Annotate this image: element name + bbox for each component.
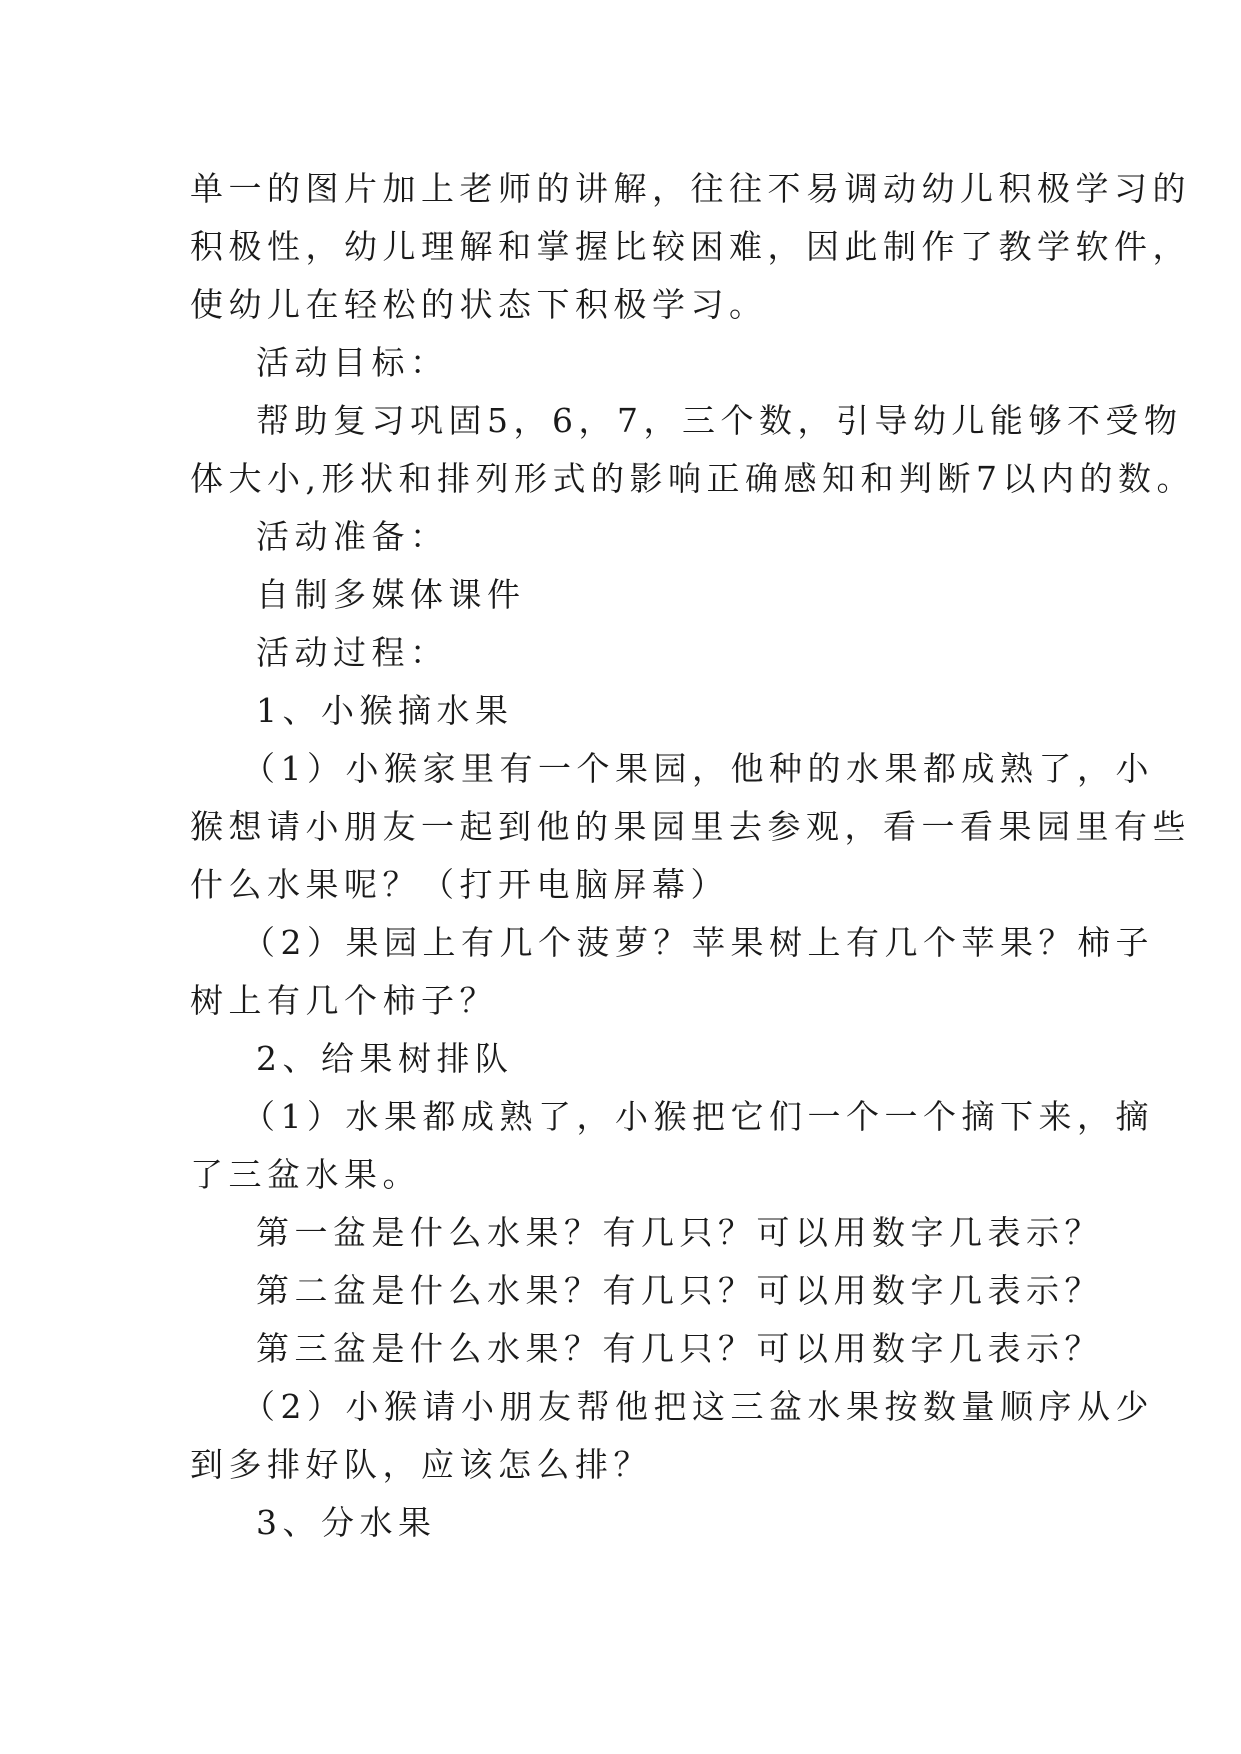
paragraph-line: 了三盆水果。 [190,1155,421,1194]
paragraph-line: 自制多媒体课件 [256,575,526,614]
step-heading-2: 2、给果树排队 [256,1039,514,1078]
paragraph-line: （2）果园上有几个菠萝？苹果树上有几个苹果？柿子 [242,923,1154,962]
section-heading-preparation: 活动准备： [256,517,449,556]
paragraph-line: 第三盆是什么水果？有几只？可以用数字几表示？ [256,1329,1103,1368]
paragraph-line: 到多排好队，应该怎么排？ [190,1445,652,1484]
step-heading-3: 3、分水果 [256,1503,437,1542]
section-heading-goals: 活动目标： [256,343,449,382]
paragraph-line: 第二盆是什么水果？有几只？可以用数字几表示？ [256,1271,1103,1310]
paragraph-line: 什么水果呢？（打开电脑屏幕） [190,865,729,904]
document-body [190,160,1195,1552]
step-heading-1: 1、小猴摘水果 [256,691,514,730]
paragraph-line: 第一盆是什么水果？有几只？可以用数字几表示？ [256,1213,1103,1252]
section-heading-process: 活动过程： [256,633,449,672]
paragraph-line: 体大小,形状和排列形式的影响正确感知和判断7以内的数。 [190,459,1195,498]
paragraph-line: （2）小猴请小朋友帮他把这三盆水果按数量顺序从少 [242,1387,1154,1426]
paragraph-line: 单一的图片加上老师的讲解，往往不易调动幼儿积极学习的 [190,169,1191,208]
paragraph-line: （1）水果都成熟了，小猴把它们一个一个摘下来，摘 [242,1097,1154,1136]
paragraph-line: 使幼儿在轻松的状态下积极学习。 [190,285,768,324]
paragraph-line: 猴想请小朋友一起到他的果园里去参观，看一看果园里有些 [190,807,1191,846]
paragraph-line: 帮助复习巩固5，6，7，三个数，引导幼儿能够不受物 [256,401,1183,440]
paragraph-line: 积极性，幼儿理解和掌握比较困难，因此制作了教学软件， [190,227,1191,266]
paragraph-line: （1）小猴家里有一个果园，他种的水果都成熟了，小 [242,749,1154,788]
paragraph-line: 树上有几个柿子？ [190,981,498,1020]
